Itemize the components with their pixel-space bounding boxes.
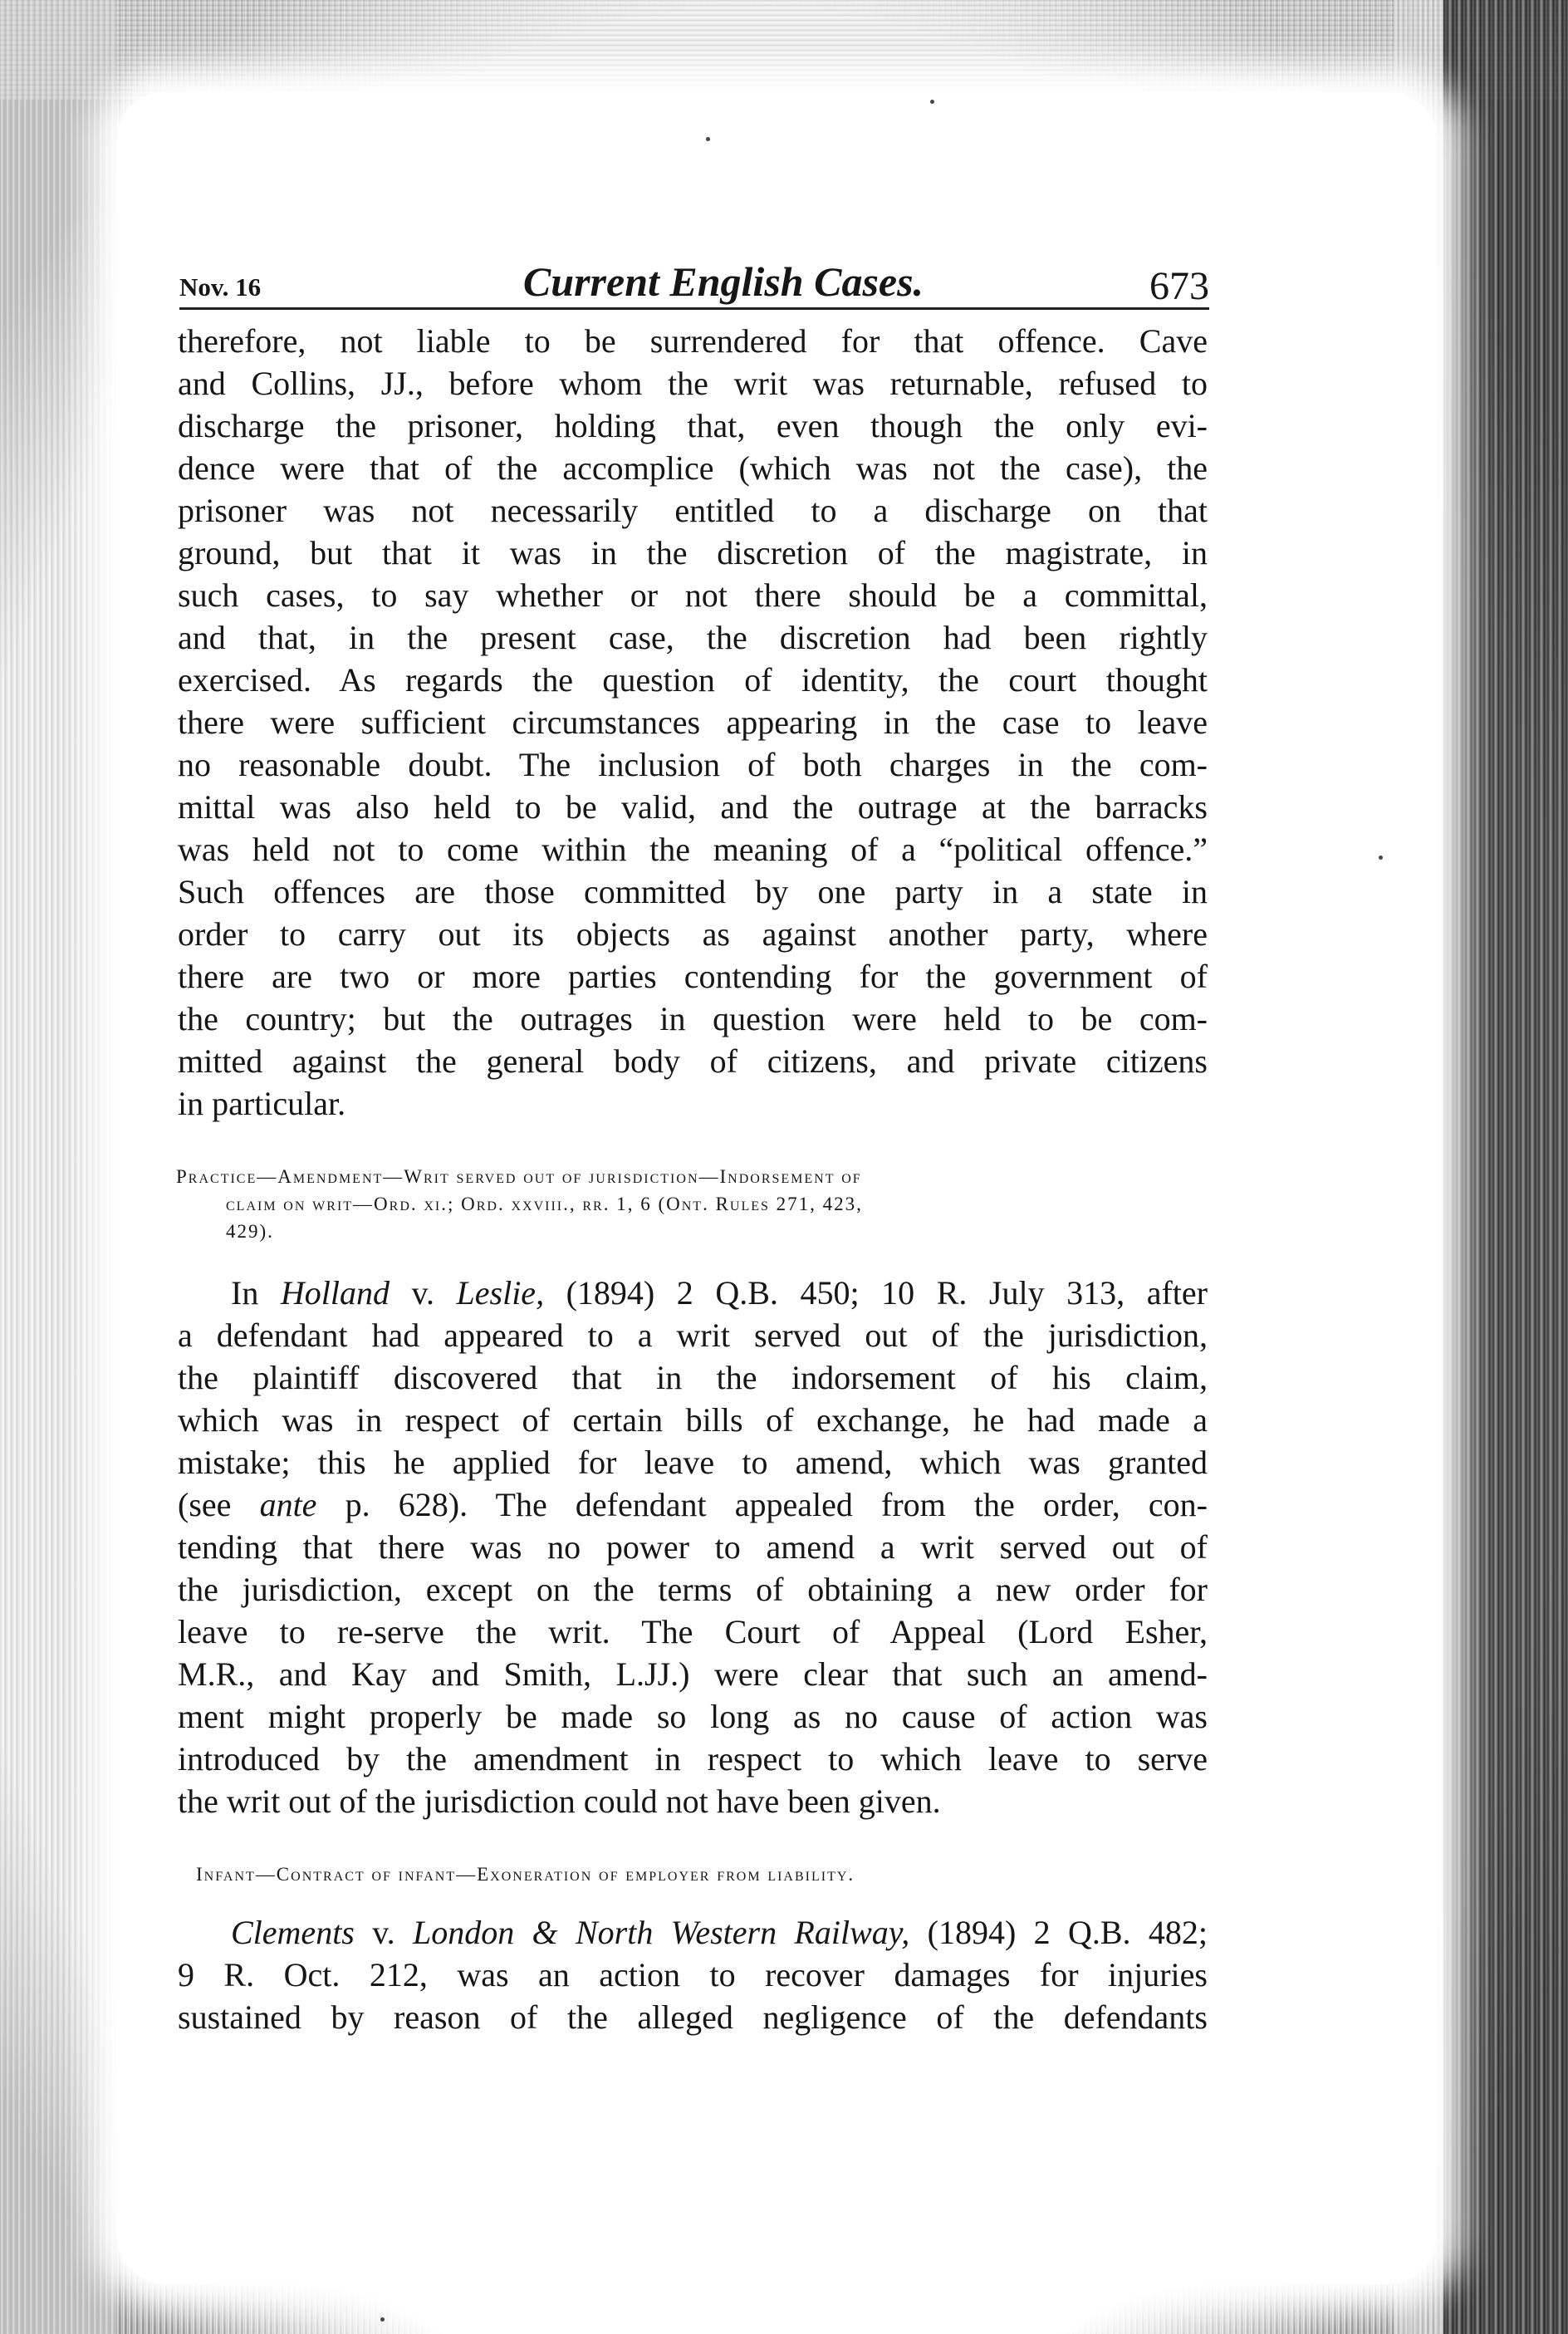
text-line: dence were that of the accomplice (which was not the case), the [178,449,1208,487]
case-name: London & North Western Railway, [412,1914,910,1951]
text-line: the country; but the outrages in question were held to be com- [178,1000,1208,1037]
header-title: Current English Cases. [522,258,924,305]
running-head [179,249,1209,310]
text-line [178,1911,1208,1954]
text-line: there were sufficient circumstances appearing in the case to leave [178,704,1208,741]
text-line: there are two or more parties contending for the government of [178,958,1208,995]
text-line: Such offences are those committed by one party in a state in [178,873,1208,910]
text-line: and Collins, JJ., before whom the writ was returnable, refused to [178,365,1208,402]
text-line: 9 R. Oct. 212, was an action to recover damages for injuries [178,1956,1208,1993]
scan-top-edge [0,0,1568,100]
case-name: Clements [231,1914,355,1951]
text-line: ment might properly be made so long as no cause of action was [178,1698,1208,1735]
text-fragment: v. [390,1274,457,1312]
section-heading-infant: Infant—Contract of infant—Exoneration of employer from liability. [196,1864,855,1885]
text-line [178,1272,1208,1314]
text-line: M.R., and Kay and Smith, L.JJ.) were clear that such an amend- [178,1655,1208,1693]
text-line: mittal was also held to be valid, and the outrage at the barracks [178,788,1208,826]
scan-speck [1379,856,1383,860]
paragraph-clements-v-lnwr [178,1911,1208,2038]
section-heading-practice [176,1163,1214,1245]
text-line: the writ out of the jurisdiction could not have been given. [178,1782,941,1820]
text-line: the plaintiff discovered that in the indorsement of his claim, [178,1359,1208,1396]
text-line: mistake; this he applied for leave to amend, which was granted [178,1444,1208,1481]
text-fragment: (1894) 2 Q.B. 450; 10 R. July 313, after [544,1274,1208,1312]
text-line: ground, but that it was in the discretion of the magistrate, in [178,534,1208,571]
scan-speck [930,100,934,104]
text-line: the jurisdiction, except on the terms of obtaining a new order for [178,1571,1208,1608]
book-spine [1443,0,1568,2334]
paragraph-extradition [178,320,1208,1125]
text-line: therefore, not liable to be surrendered for that offence. Cave [178,322,1208,360]
text-fragment: (see [178,1486,260,1523]
text-line: exercised. As regards the question of identity, the court thought [178,661,1208,699]
header-date: Nov. 16 [179,272,262,302]
text-line: in particular. [178,1085,346,1122]
text-line: mitted against the general body of citizens, and private citizens [178,1042,1208,1080]
text-line: order to carry out its objects as against another party, where [178,915,1208,953]
text-line: tending that there was no power to amend a writ served out of [178,1528,1208,1566]
text-line: a defendant had appeared to a writ served out of the jurisdiction, [178,1317,1208,1354]
heading-line: claim on writ—Ord. xi.; Ord. xxviii., rr. 1, 6 (Ont. Rules 271, 423, [226,1194,863,1214]
text-line: such cases, to say whether or not there should be a committal, [178,576,1208,614]
text-line: and that, in the present case, the discretion had been rightly [178,619,1208,656]
text-line: leave to re-serve the writ. The Court of Appeal (Lord Esher, [178,1613,1208,1650]
scan-left-edge [0,0,116,2334]
page-number: 673 [1149,264,1209,308]
text-line: sustained by reason of the alleged negligence of the defendants [178,1998,1208,2036]
text-fragment: (1894) 2 Q.B. 482; [909,1914,1208,1951]
heading-line: Practice—Amendment—Writ served out of jurisdiction—Indorsement of [176,1166,862,1187]
text-fragment: In [231,1274,281,1312]
scan-speck [380,2317,385,2322]
ante-reference: ante [259,1486,317,1523]
case-name: Leslie, [456,1274,545,1312]
text-line: prisoner was not necessarily entitled to a discharge on that [178,492,1208,529]
paragraph-holland-v-leslie [178,1272,1208,1822]
text-line [178,1483,1208,1526]
text-line: introduced by the amendment in respect to which leave to serve [178,1740,1208,1777]
scan-speck [706,137,710,141]
case-name: Holland [280,1274,390,1312]
text-line: was held not to come within the meaning of a “political offence.” [178,831,1208,868]
text-fragment: p. 628). The defendant appealed from the order, con- [316,1486,1208,1523]
text-line: no reasonable doubt. The inclusion of both charges in the com- [178,746,1208,783]
text-line: discharge the prisoner, holding that, even though the only evi- [178,407,1208,444]
text-line: which was in respect of certain bills of exchange, he had made a [178,1401,1208,1439]
text-fragment: v. [354,1914,413,1951]
heading-line: 429). [226,1221,274,1242]
